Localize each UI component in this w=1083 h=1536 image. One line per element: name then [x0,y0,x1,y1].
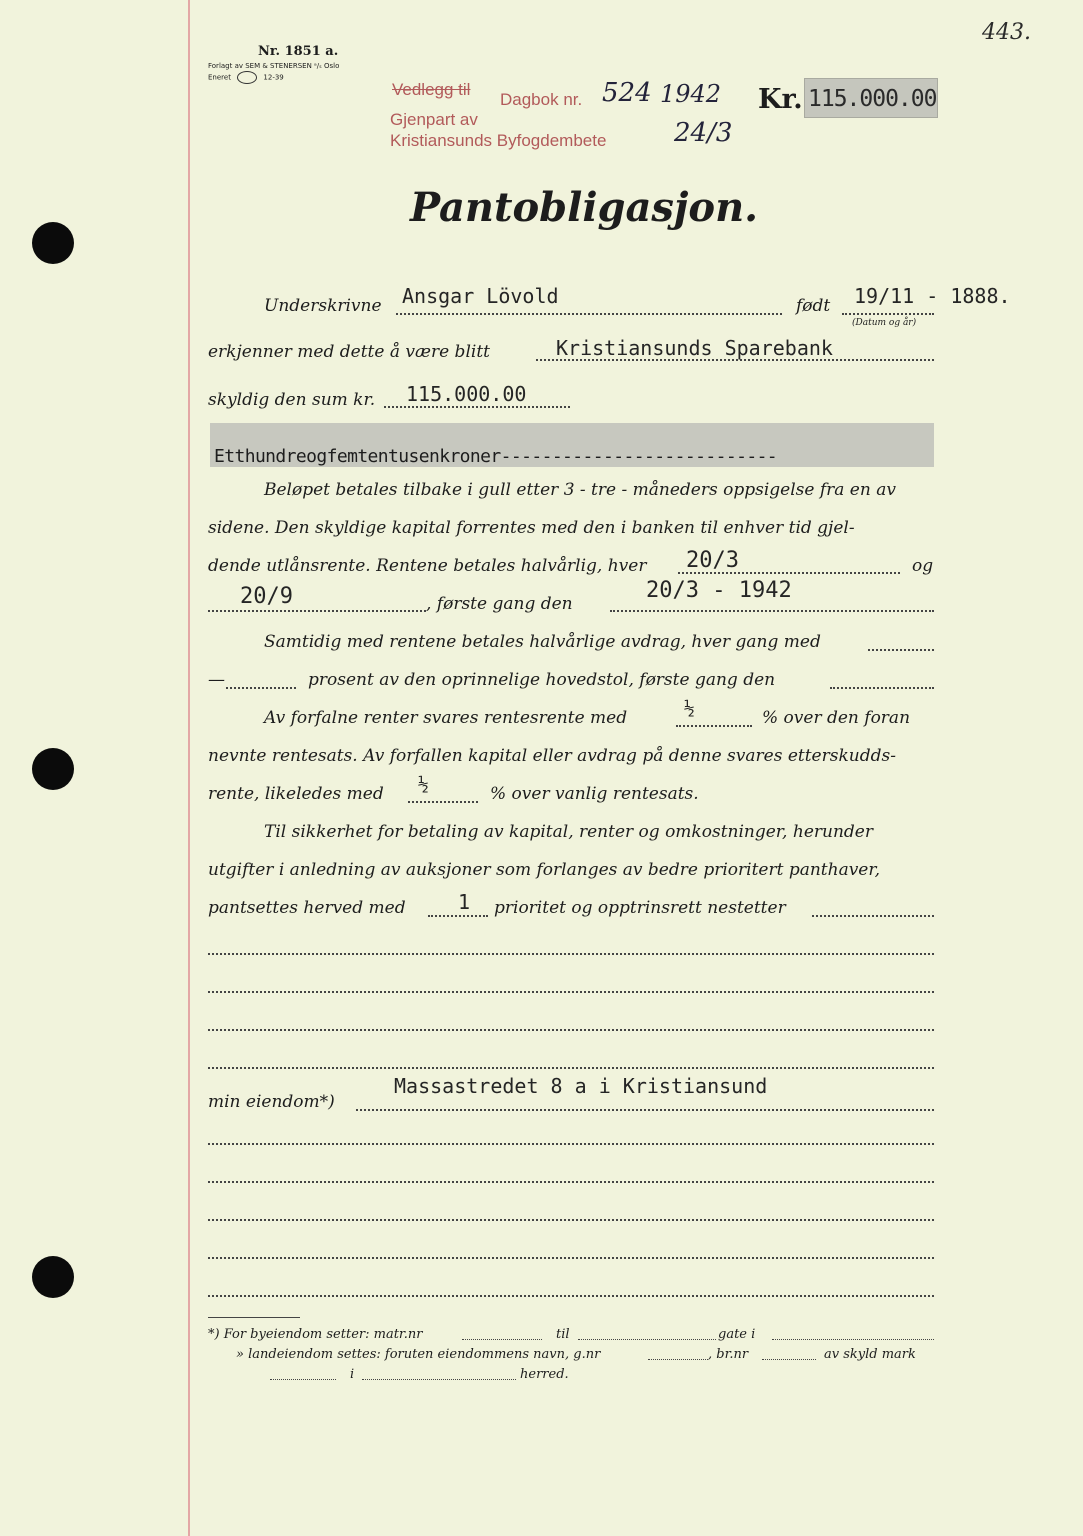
footnote-1-til: til [556,1327,570,1342]
p1-line2: sidene. Den skyldige kapital forrentes med den i banken til enhver tid gjel- [208,518,855,538]
page-number: 443. [982,20,1031,45]
blank-line [208,1295,934,1297]
dagbok-number: 524 [602,78,652,108]
dotted-line [868,649,934,651]
dagbok-year: 1942 [660,80,722,108]
erkjenner-label: erkjenner med dette å være blitt [208,342,490,362]
blank-line [208,953,934,955]
underskrivne-label: Underskrivne [264,296,382,316]
stamp-office: Kristiansunds Byfogdembete [390,131,607,150]
blank-line [208,1219,934,1221]
footnote-3-i: i [350,1367,355,1382]
dotted-line [842,313,934,315]
fodt-label: født [796,296,831,316]
date-hint: (Datum og år) [852,318,917,328]
rent-date-1: 20/3 [686,548,739,573]
skyldig-label: skyldig den sum kr. [208,390,376,410]
p3-line3a: rente, likeledes med [208,784,384,804]
amount-words [214,446,777,467]
publisher-line1: Forlagt av SEM & STENERSEN ᵃ/ₛ Oslo [208,62,340,70]
dotted-line [226,687,296,689]
margin-line [188,0,190,1536]
property: Massastredet 8 a i Kristiansund [394,1074,768,1098]
first-date: 20/3 - 1942 [646,578,792,603]
publisher-eneret: Eneret [208,73,231,82]
blank-line [208,991,934,993]
dotted-line [676,725,752,727]
dotted-line [762,1359,816,1360]
p4-line1: Til sikkerhet for betaling av kapital, renter og omkostninger, herunder [264,822,873,842]
kr-label: Kr. [758,84,803,115]
p1-line1: Beløpet betales tilbake i gull etter 3 - tre - måneders oppsigelse fra en av [264,480,896,500]
punch-hole-1 [32,222,74,264]
p4-line3b: prioritet og opptrinsrett nestetter [494,898,786,918]
dotted-line [208,610,426,612]
dotted-line [462,1339,542,1340]
footnote-2-br: , br.nr [708,1347,749,1362]
birth-date: 19/11 - 1888. [854,284,1011,308]
dotted-line [610,610,934,612]
kr-amount: 115.000.00 [808,86,937,112]
dotted-line [812,915,934,917]
priority: 1 [458,890,471,914]
footnote-2-skyld: av skyld mark [824,1347,916,1362]
p3-line1b: % over den foran [762,708,911,728]
document-title: Pantobligasjon. [410,184,759,231]
footnote-1-label: *) For byeiendom setter: matr.nr [208,1327,423,1342]
blank-line [208,1257,934,1259]
stamp-date: 24/3 [674,118,733,148]
amount-words-dashes: --------------------------- [500,446,778,467]
blank-line [208,1067,934,1069]
rate-2: ½ [418,774,429,795]
footnote-1-gate: gate i [718,1327,756,1342]
blank-line [208,1029,934,1031]
p4-line3a: pantsettes herved med [208,898,406,918]
punch-hole-3 [32,1256,74,1298]
dotted-line [396,313,782,315]
debtor-name: Ansgar Lövold [402,284,559,308]
footnote-2-label: » landeiendom settes: foruten eiendommens navn, g.nr [236,1347,601,1362]
dotted-line [384,406,570,408]
dotted-line [428,915,488,917]
form-number: Nr. 1851 a. [258,44,339,59]
creditor-name: Kristiansunds Sparebank [556,336,833,360]
footnote-3-herred: herred. [520,1367,569,1382]
og-label: og [912,556,934,576]
stamp-vedlegg: Vedlegg til [392,80,471,99]
dotted-line [578,1339,716,1340]
stamp-dagbok: Dagbok nr. [500,90,583,109]
dotted-line [830,687,934,689]
dotted-line [648,1359,708,1360]
p2-dash: — [208,670,225,690]
blank-line [208,1143,934,1145]
publisher-imprint [208,62,393,84]
p2-line2: prosent av den oprinnelige hovedstol, første gang den [308,670,776,690]
footnote-rule [208,1317,300,1318]
stamp-gjenpart: Gjenpart av [390,110,478,129]
publisher-seal-icon [237,71,257,84]
p3-line1a: Av forfalne renter svares rentesrente med [264,708,628,728]
p3-line3b: % over vanlig rentesats. [490,784,699,804]
dotted-line [408,801,478,803]
p2-line1: Samtidig med rentene betales halvårlige avdrag, hver gang med [264,632,821,652]
amount-words-text: Etthundreogfemtentusenkroner [214,446,501,467]
dotted-line [356,1109,934,1111]
p1-line3: dende utlånsrente. Rentene betales halvårlig, hver [208,556,647,576]
rate-1: ½ [684,698,695,719]
blank-line [208,1181,934,1183]
publisher-line2 [208,71,393,84]
dotted-line [270,1379,336,1380]
rent-date-2: 20/9 [240,584,293,609]
p4-line2: utgifter i anledning av auksjoner som forlanges av bedre prioritert panthaver, [208,860,881,880]
publisher-date: 12-39 [263,73,284,82]
dotted-line [362,1379,516,1380]
sum-amount: 115.000.00 [406,382,527,406]
p3-line2: nevnte rentesats. Av forfallen kapital eller avdrag på denne svares etterskudds- [208,746,896,766]
dotted-line [772,1339,934,1340]
forste-gang-label: , første gang den [426,594,573,614]
eiendom-label: min eiendom*) [208,1092,335,1112]
punch-hole-2 [32,748,74,790]
